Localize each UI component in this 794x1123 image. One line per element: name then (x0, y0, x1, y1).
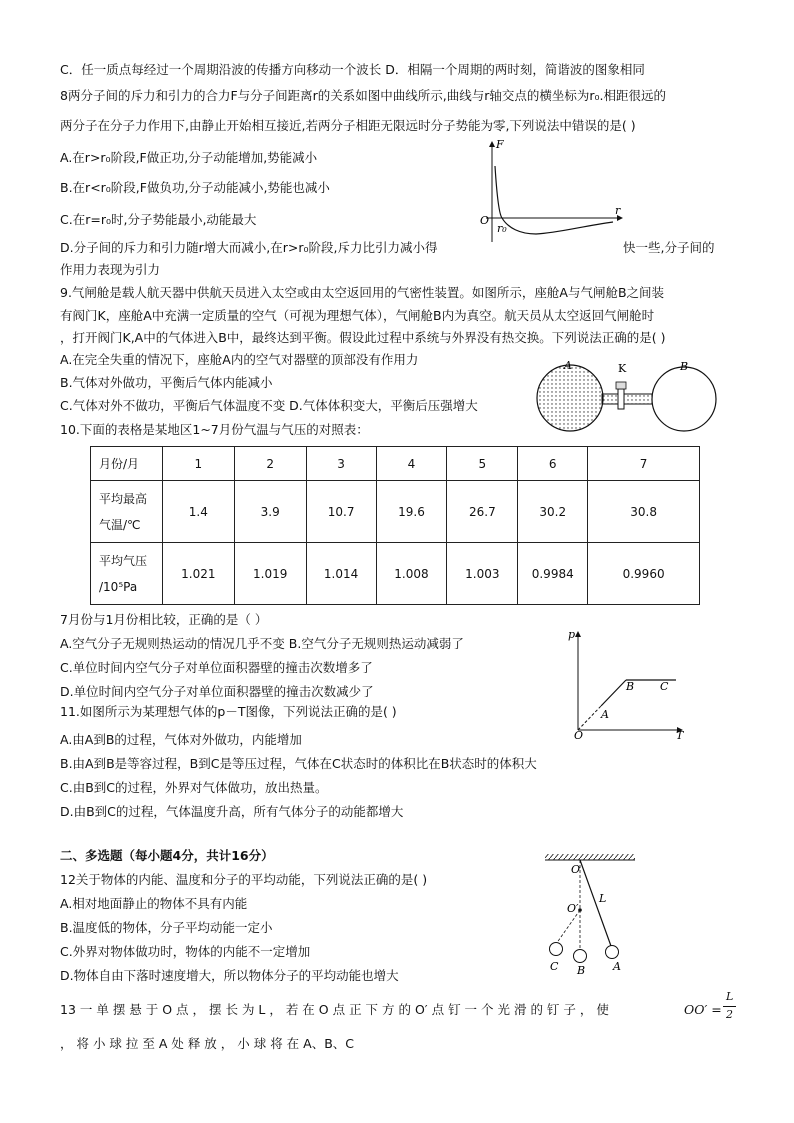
table-cell: 1.021 (162, 543, 234, 605)
row-label-line: 气温/℃ (99, 517, 141, 532)
q10-option-c: C.单位时间内空气分子对单位面积器壁的撞击次数增多了 (60, 660, 373, 675)
q10-stem: 10.下面的表格是某地区1~7月份气温与气压的对照表： (60, 422, 369, 437)
fraction-bar (723, 1006, 736, 1007)
axis-label-f: F (496, 138, 504, 151)
origin-label: O (480, 214, 490, 227)
label-a: A (564, 359, 572, 372)
q8-option-d-line2: 作用力表现为引力 (60, 262, 161, 277)
table-cell: 1.014 (306, 543, 376, 605)
row-label-line: 平均最高 (99, 491, 148, 506)
q11-stem: 11.如图所示为某理想气体的p－T图像，下列说法正确的是( ) (60, 704, 397, 719)
table-header-row (91, 447, 700, 481)
q11-option-b: B.由A到B是等容过程，B到C是等压过程，气体在C状态时的体积比在B状态时的体积大 (60, 756, 537, 771)
table-cell: 1.019 (234, 543, 306, 605)
q9-option-c-d: C.气体对外不做功，平衡后气体温度不变 D.气体体积变大，平衡后压强增大 (60, 398, 478, 413)
table-cell: 3.9 (234, 481, 306, 543)
header-cell: 7 (588, 447, 700, 481)
table-cell: 0.9960 (588, 543, 700, 605)
force-distance-graph (478, 136, 628, 248)
label-o-prime: O′ (567, 902, 579, 915)
airlock-diagram (534, 358, 734, 434)
q12-option-b: B.温度低的物体，分子平均动能一定小 (60, 920, 273, 935)
q9-option-a: A.在完全失重的情况下，座舱A内的空气对器壁的顶部没有作用力 (60, 352, 419, 367)
q11-option-c: C.由B到C的过程，外界对气体做功，放出热量。 (60, 780, 328, 795)
header-month: 月份/月 (91, 447, 163, 481)
t-label: T (676, 729, 684, 740)
q10-question: 7月份与1月份相比较，正确的是（ ） (60, 612, 268, 627)
q12-option-c: C.外界对物体做功时，物体的内能不一定增加 (60, 944, 311, 959)
q13-formula-oo: OO′ = (684, 1002, 722, 1017)
ceiling (545, 854, 635, 860)
q13-fraction-denominator: 2 (726, 1008, 733, 1021)
q8-stem-line2: 两分子在分子力作用下,由静止开始相互接近,若两分子相距无限远时分子势能为零,下列说法中错误的是( ) (60, 118, 636, 133)
nail (578, 908, 582, 912)
table-cell: 30.8 (588, 481, 700, 543)
point-b-label: B (626, 680, 635, 693)
table-cell: 10.7 (306, 481, 376, 543)
label-l: L (599, 892, 607, 905)
q7-option-c-d: C．任一质点每经过一个周期沿波的传播方向移动一个波长 D．相隔一个周期的两时刻，简谐波的图象相同 (60, 62, 645, 77)
q9-stem-line3: ，打开阀门K,A中的气体进入B中，最终达到平衡。假设此过程中系统与外界没有热交换。下列说法正确的是( ) (60, 330, 666, 345)
table-cell: 30.2 (518, 481, 588, 543)
axis-label-r: r (615, 204, 621, 217)
label-k: K (618, 362, 627, 375)
q8-option-c: C.在r=r₀时,分子势能最小,动能最大 (60, 212, 257, 227)
header-cell: 6 (518, 447, 588, 481)
point-a-label: A (601, 708, 609, 721)
q8-stem-line1: 8两分子间的斥力和引力的合力F与分子间距离r的关系如图中曲线所示,曲线与r轴交点的横坐标为r₀.相距很远的 (60, 88, 667, 103)
temperature-pressure-table (90, 446, 700, 605)
label-a: A (613, 960, 621, 973)
row-label-pressure (91, 543, 163, 605)
q9-stem-line2: 有阀门K，座舱A中充满一定质量的空气（可视为理想气体），气闸舱B内为真空。航天员从太空返回气闸舱时 (60, 308, 655, 323)
section-title-multiple-choice: 二、多选题（每小题4分，共计16分） (60, 848, 274, 863)
q8-option-b: B.在r<r₀阶段,F做负功,分子动能减小,势能也减小 (60, 180, 330, 195)
row-label-temperature (91, 481, 163, 543)
table-row-temperature (91, 481, 700, 543)
origin-label: O (574, 729, 584, 740)
r0-label: r₀ (497, 222, 507, 235)
valve-k (618, 389, 624, 409)
q11-option-d: D.由B到C的过程，气体温度升高，所有气体分子的动能都增大 (60, 804, 404, 819)
q9-stem-line1: 9.气闸舱是载人航天器中供航天员进入太空或由太空返回用的气密性装置。如图所示，座舱A与气闸舱B之间装 (60, 285, 665, 300)
label-b: B (680, 360, 689, 373)
q12-stem: 12关于物体的内能、温度和分子的平均动能，下列说法正确的是( ) (60, 872, 428, 887)
header-cell: 1 (162, 447, 234, 481)
table-row-pressure (91, 543, 700, 605)
q10-option-a-b: A.空气分子无规则热运动的情况几乎不变 B.空气分子无规则热运动减弱了 (60, 636, 464, 651)
q8-option-d: D.分子间的斥力和引力随r增大而减小,在r>r₀阶段,斥力比引力减小得 (60, 240, 438, 255)
p-label: p (568, 628, 576, 641)
row-label-line: /10⁵Pa (99, 579, 138, 594)
ball-b (574, 950, 587, 963)
ball-a (606, 946, 619, 959)
chamber-a (537, 365, 603, 431)
table-cell: 1.4 (162, 481, 234, 543)
label-c: C (550, 960, 559, 973)
chamber-b (652, 367, 716, 431)
pendulum-string (580, 860, 611, 946)
valve-handle (616, 382, 626, 389)
table-cell: 26.7 (447, 481, 518, 543)
label-b: B (577, 964, 586, 976)
q13-stem-line1: 13 一 单 摆 悬 于 O 点 ， 摆 长 为 L ， 若 在 O 点 正 下 方 的 O′ 点 钉 一 个 光 滑 的 钉 子 ， 使 (60, 1002, 609, 1017)
pendulum-diagram (540, 852, 650, 976)
header-cell: 2 (234, 447, 306, 481)
ball-c (550, 943, 563, 956)
q13-fraction-numerator: L (726, 990, 734, 1003)
label-o: O (571, 863, 581, 876)
q8-option-a: A.在r>r₀阶段,F做正功,分子动能增加,势能减小 (60, 150, 318, 165)
q12-option-a: A.相对地面静止的物体不具有内能 (60, 896, 248, 911)
q12-option-d: D.物体自由下落时速度增大，所以物体分子的平均动能也增大 (60, 968, 399, 983)
segment-ab (601, 680, 626, 706)
q10-option-d: D.单位时间内空气分子对单位面积器壁的撞击次数减少了 (60, 684, 374, 699)
header-cell: 5 (447, 447, 518, 481)
row-label-line: 平均气压 (99, 553, 148, 568)
point-c-label: C (660, 680, 669, 693)
connecting-pipe (602, 394, 652, 404)
header-cell: 4 (376, 447, 447, 481)
q11-option-a: A.由A到B的过程，气体对外做功，内能增加 (60, 732, 302, 747)
q9-option-b: B.气体对外做功，平衡后气体内能减小 (60, 375, 273, 390)
q8-option-d-cont: 快一些,分子间的 (623, 240, 715, 255)
table-cell: 19.6 (376, 481, 447, 543)
table-cell: 0.9984 (518, 543, 588, 605)
header-cell: 3 (306, 447, 376, 481)
short-swing-dashed (556, 910, 580, 944)
q13-stem-line2: ， 将 小 球 拉 至 A 处 释 放 ， 小 球 将 在 A、B、C (60, 1036, 355, 1051)
table-cell: 1.003 (447, 543, 518, 605)
dashed-extension (578, 706, 601, 730)
force-curve (495, 166, 613, 234)
table-cell: 1.008 (376, 543, 447, 605)
p-t-graph (564, 626, 690, 740)
